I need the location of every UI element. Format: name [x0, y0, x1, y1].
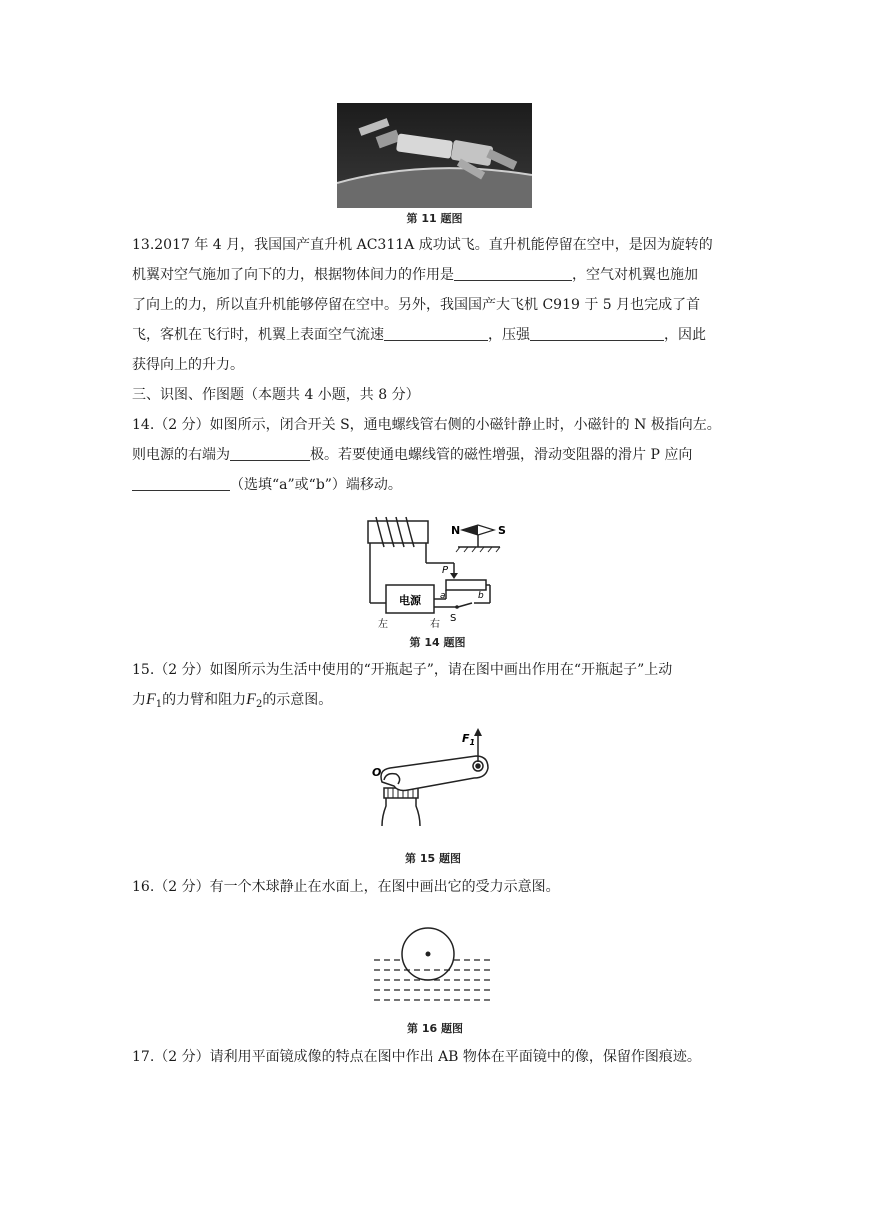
q15-line-2-mid: 的力臂和阻力 [162, 692, 247, 708]
end-b-label: b [478, 591, 484, 601]
figure-15 [368, 726, 498, 866]
q13-blank-2[interactable] [384, 324, 488, 341]
bottle [382, 788, 420, 826]
q13-line-2-start: 机翼对空气施加了向下的力，根据物体间力的作用是 [132, 267, 454, 283]
figure-16 [370, 918, 500, 1036]
q15-F2: F [246, 691, 256, 708]
switch-S-label: S [450, 613, 457, 624]
end-a-label: a [440, 591, 446, 601]
left-label: 左 [378, 619, 388, 630]
circuit-diagram [350, 503, 525, 633]
q15-F1-sub: 1 [155, 699, 163, 710]
pivot-O-label: O [372, 766, 382, 779]
section-3-heading: 三、识图、作图题（本题共 4 小题，共 8 分） [132, 387, 420, 403]
q14-line-3: （选填“a”或“b”）端移动。 [230, 477, 402, 493]
q13-line-3: 了向上的力，所以直升机能够停留在空中。另外，我国国产大飞机 C919 于 5 月也完成了首 [132, 297, 701, 313]
question-15 [132, 655, 740, 715]
q13-line-2-end: ，空气对机翼也施加 [572, 267, 698, 283]
space-station-photo [337, 103, 532, 208]
q13-line-4-start: 飞，客机在飞行时，机翼上表面空气流速 [132, 327, 384, 343]
q15-line-2-end: 的示意图。 [262, 692, 333, 708]
q14-line-2-start: 则电源的右端为 [132, 447, 230, 463]
q13-blank-1[interactable] [454, 264, 572, 281]
q15-line-2-start: 力 [132, 692, 146, 708]
q13-line-4-mid: ，压强 [488, 327, 530, 343]
q13-blank-3[interactable] [530, 324, 664, 341]
q14-line-2-end: 极。若要使通电螺线管的磁性增强，滑动变阻器的滑片 P 应向 [310, 447, 693, 463]
figure-11 [337, 103, 532, 227]
q15-F2-sub: 2 [255, 699, 263, 710]
q13-line-5: 获得向上的升力。 [132, 357, 244, 373]
question-14 [132, 410, 740, 500]
question-13 [132, 230, 740, 380]
bottle-opener-diagram [368, 726, 498, 844]
q14-blank-2[interactable] [132, 474, 230, 491]
question-16 [132, 872, 740, 902]
ball-center [426, 952, 431, 957]
q14-blank-1[interactable] [230, 444, 310, 461]
compass-needle [456, 525, 500, 552]
q15-line-1: 15.（2 分）如图所示为生活中使用的“开瓶起子”，请在图中画出作用在“开瓶起子”上动 [132, 662, 673, 678]
right-label: 右 [430, 619, 440, 630]
power-label: 电源 [399, 594, 421, 607]
figure-16-caption: 第 16 题图 [407, 1022, 463, 1035]
south-label: S [498, 524, 506, 537]
figure-15-caption: 第 15 题图 [405, 852, 461, 865]
F1-label: $F_1$ [462, 732, 476, 747]
q13-line-1: 13.2017 年 4 月，我国国产直升机 AC311A 成功试飞。直升机能停留在空中，是因为旋转的 [132, 237, 713, 253]
slider-P-label: P [442, 565, 449, 576]
rheostat [446, 580, 486, 590]
figure-11-caption: 第 11 题图 [406, 212, 463, 225]
figure-14-caption: 第 14 题图 [409, 636, 466, 649]
q17-line-1: 17.（2 分）请利用平面镜成像的特点在图中作出 AB 物体在平面镜中的像，保留作图痕迹。 [132, 1049, 701, 1065]
q14-line-1: 14.（2 分）如图所示，闭合开关 S，通电螺线管右侧的小磁针静止时，小磁针的 N 极指向左。 [132, 417, 721, 433]
floating-ball-diagram [370, 918, 500, 1018]
switch-lever [458, 603, 472, 607]
figure-14 [350, 503, 525, 651]
q13-line-4-end: ，因此 [664, 327, 706, 343]
q15-F1: F [146, 691, 156, 708]
question-17 [132, 1042, 740, 1072]
north-label: N [451, 524, 461, 537]
q16-line-1: 16.（2 分）有一个木球静止在水面上，在图中画出它的受力示意图。 [132, 879, 560, 895]
opener-lever [381, 756, 488, 791]
